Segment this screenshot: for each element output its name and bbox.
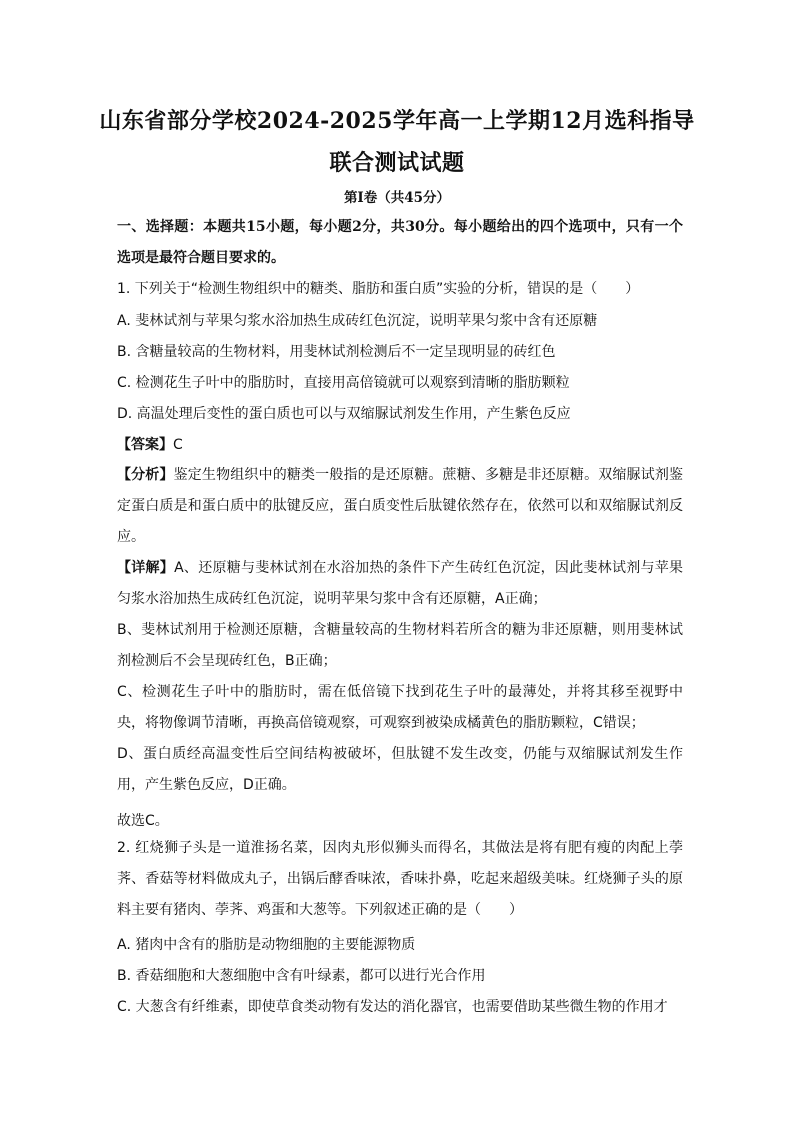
detail-a-text: A、还原糖与斐林试剂在水浴加热的条件下产生砖红色沉淀，因此斐林试剂与苹果匀浆水浴加热生成砖红色沉淀，说明苹果匀浆中含有还原糖，A正确；	[117, 560, 684, 607]
question-1-detail-c: C、检测花生子叶中的脂肪时，需在低倍镜下找到花生子叶的最薄处，并将其移至视野中央，将物像调节清晰，再换高倍镜观察，可观察到被染成橘黄色的脂肪颗粒，C错误；	[117, 684, 683, 731]
document-title-line-1: 山东省部分学校2024-2025学年高一上学期12月选科指导	[99, 108, 695, 134]
question-1-detail-b: B、斐林试剂用于检测还原糖，含糖量较高的生物材料若所含的糖为非还原糖，则用斐林试剂检测后不会呈现砖红色，B正确；	[117, 622, 683, 669]
question-1-conclusion: 故选C。	[117, 813, 169, 829]
question-2-option-c: C. 大葱含有纤维素，即使草食类动物有发达的消化器官，也需要借助某些微生物的作用才	[117, 999, 668, 1015]
section-instructions: 一、选择题：本题共15小题，每小题2分，共30分。每小题给出的四个选项中，只有一个选项是最符合题目要求的。	[117, 219, 683, 266]
answer-value: C	[173, 437, 183, 453]
question-1-analysis	[117, 460, 683, 553]
question-1-option-b: B. 含糖量较高的生物材料，用斐林试剂检测后不一定呈现明显的砖红色	[117, 344, 556, 360]
question-1-option-c: C. 检测花生子叶中的脂肪时，直接用高倍镜就可以观察到清晰的脂肪颗粒	[117, 375, 570, 391]
question-1-detail-a	[117, 553, 683, 615]
question-1-stem: 1. 下列关于“检测生物组织中的糖类、脂肪和蛋白质”实验的分析，错误的是（ ）	[117, 281, 640, 297]
answer-tag: 【答案】	[117, 437, 173, 453]
document-title-line-2: 联合测试试题	[329, 150, 465, 176]
question-1-answer	[117, 435, 687, 455]
detail-tag: 【详解】	[117, 560, 175, 576]
question-1-option-a: A. 斐林试剂与苹果匀浆水浴加热生成砖红色沉淀，说明苹果匀浆中含有还原糖	[117, 313, 598, 329]
analysis-text: 鉴定生物组织中的糖类一般指的是还原糖。蔗糖、多糖是非还原糖。双缩脲试剂鉴定蛋白质是和蛋白质中的肽键反应，蛋白质变性后肽键依然存在，依然可以和双缩脲试剂反应。	[117, 467, 684, 545]
question-2-option-b: B. 香菇细胞和大葱细胞中含有叶绿素，都可以进行光合作用	[117, 968, 486, 984]
question-2-stem: 2. 红烧狮子头是一道淮扬名菜，因肉丸形似狮头而得名，其做法是将有肥有瘦的肉配上荸荠、香菇等材料做成丸子，出锅后酵香味浓，香味扑鼻，吃起来超级美味。红烧狮子头的原料主要有猪肉、荸荠、鸡蛋和大葱等。下列叙述正确的是（ ）	[117, 840, 683, 918]
analysis-tag: 【分析】	[117, 467, 174, 483]
question-1-option-d: D. 高温处理后变性的蛋白质也可以与双缩脲试剂发生作用，产生紫色反应	[117, 406, 571, 422]
volume-label: 第Ⅰ卷（共45分）	[343, 190, 451, 206]
question-2-option-a: A. 猪肉中含有的脂肪是动物细胞的主要能源物质	[117, 937, 416, 953]
question-1-detail-d: D、蛋白质经高温变性后空间结构被破坏，但肽键不发生改变，仍能与双缩脲试剂发生作用，产生紫色反应，D正确。	[117, 746, 683, 793]
